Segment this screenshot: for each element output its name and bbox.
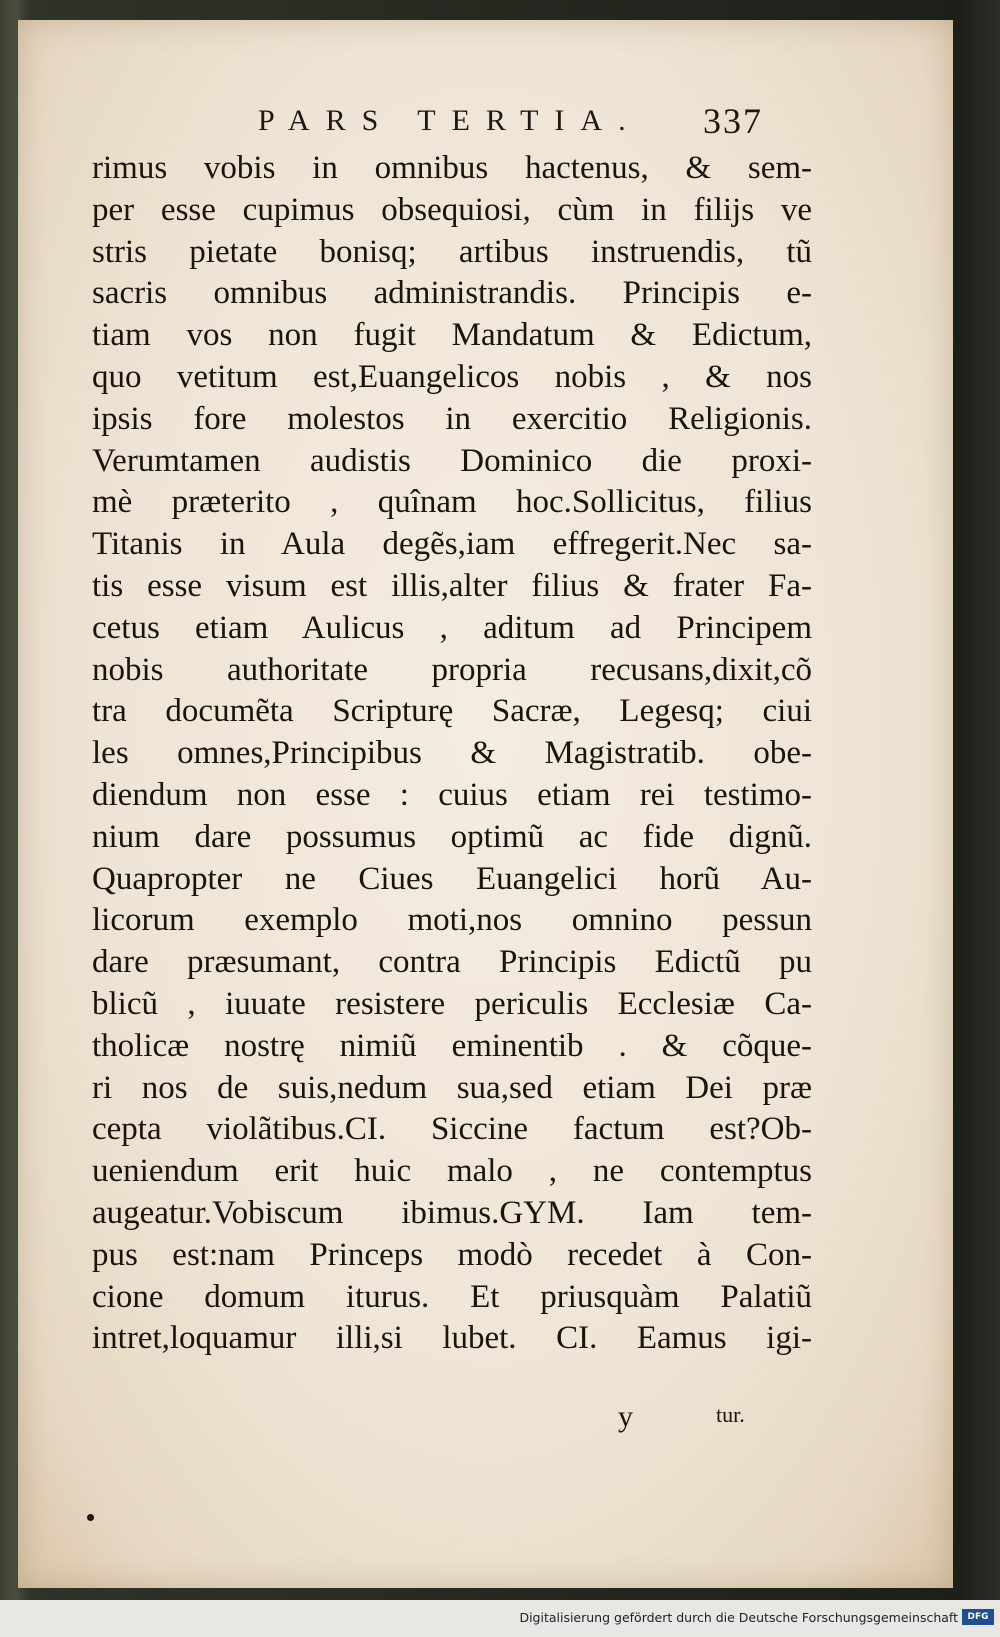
- signature-mark: y: [618, 1400, 633, 1433]
- ink-dot: [87, 1514, 94, 1521]
- text-line: nium dare possumus optimũ ac fide dignũ.: [92, 818, 812, 855]
- text-line: mè præterito , quînam hoc.Sollicitus, filius: [92, 484, 812, 521]
- text-line: les omnes,Principibus & Magistratib. obe-: [92, 735, 812, 772]
- text-line: dare præsumant, contra Principis Edictũ pu: [92, 944, 812, 981]
- book-page: [18, 20, 953, 1588]
- text-line: nobis authoritate propria recusans,dixit,cõ: [92, 651, 812, 688]
- text-line: Verumtamen audistis Dominico die proxi-: [92, 442, 812, 479]
- text-line: licorum exemplo moti,nos omnino pessun: [92, 902, 812, 939]
- text-line: pus est:nam Princeps modò recedet à Con-: [92, 1236, 812, 1273]
- text-line: quo vetitum est,Euangelicos nobis , & nos: [92, 358, 812, 395]
- text-line: augeatur.Vobiscum ibimus.GYM. Iam tem-: [92, 1194, 812, 1231]
- text-line: cepta violãtibus.CI. Siccine factum est?Ob-: [92, 1111, 812, 1148]
- text-line: tra documẽta Scripturę Sacræ, Legesq; ciui: [92, 693, 812, 730]
- text-line: tholicæ nostrę nimiũ eminentib . & cõque-: [92, 1027, 812, 1064]
- text-line: ipsis fore molestos in exercitio Religionis.: [92, 400, 812, 437]
- credit-bar: [0, 1600, 1000, 1637]
- text-block: [92, 148, 812, 1360]
- text-line: rimus vobis in omnibus hactenus, & sem-: [92, 150, 812, 186]
- text-line: intret,loquamur illi,si lubet. CI. Eamus igi-: [92, 1320, 812, 1357]
- text-line: cione domum iturus. Et priusquàm Palatiũ: [92, 1278, 812, 1315]
- text-line: stris pietate bonisq; artibus instruendis, tũ: [92, 233, 812, 270]
- running-head: PARS TERTIA.: [258, 104, 642, 137]
- catchword: tur.: [716, 1402, 745, 1427]
- page-footer-marks: [618, 1400, 818, 1440]
- text-line: diendum non esse : cuius etiam rei testimo-: [92, 776, 812, 813]
- text-line: cetus etiam Aulicus , aditum ad Principem: [92, 609, 812, 646]
- text-line: Quapropter ne Ciues Euangelici horũ Au-: [92, 860, 812, 897]
- credit-text: Digitalisierung gefördert durch die Deutsche Forschungsgemeinschaft: [519, 1610, 958, 1625]
- text-line: ueniendum erit huic malo , ne contemptus: [92, 1153, 812, 1190]
- page-number: 337: [703, 101, 763, 141]
- text-line: blicũ , iuuate resistere periculis Ecclesiæ Ca-: [92, 985, 812, 1022]
- text-line: per esse cupimus obsequiosi, cùm in filijs ve: [92, 191, 812, 228]
- text-line: tiam vos non fugit Mandatum & Edictum,: [92, 317, 812, 354]
- text-line: ri nos de suis,nedum sua,sed etiam Dei præ: [92, 1069, 812, 1106]
- text-line: tis esse visum est illis,alter filius & frater Fa-: [92, 567, 812, 604]
- text-line: sacris omnibus administrandis. Principis e-: [92, 275, 812, 312]
- text-line: Titanis in Aula degẽs,iam effregerit.Nec sa-: [92, 526, 812, 563]
- dfg-logo-icon: DFG: [962, 1609, 994, 1625]
